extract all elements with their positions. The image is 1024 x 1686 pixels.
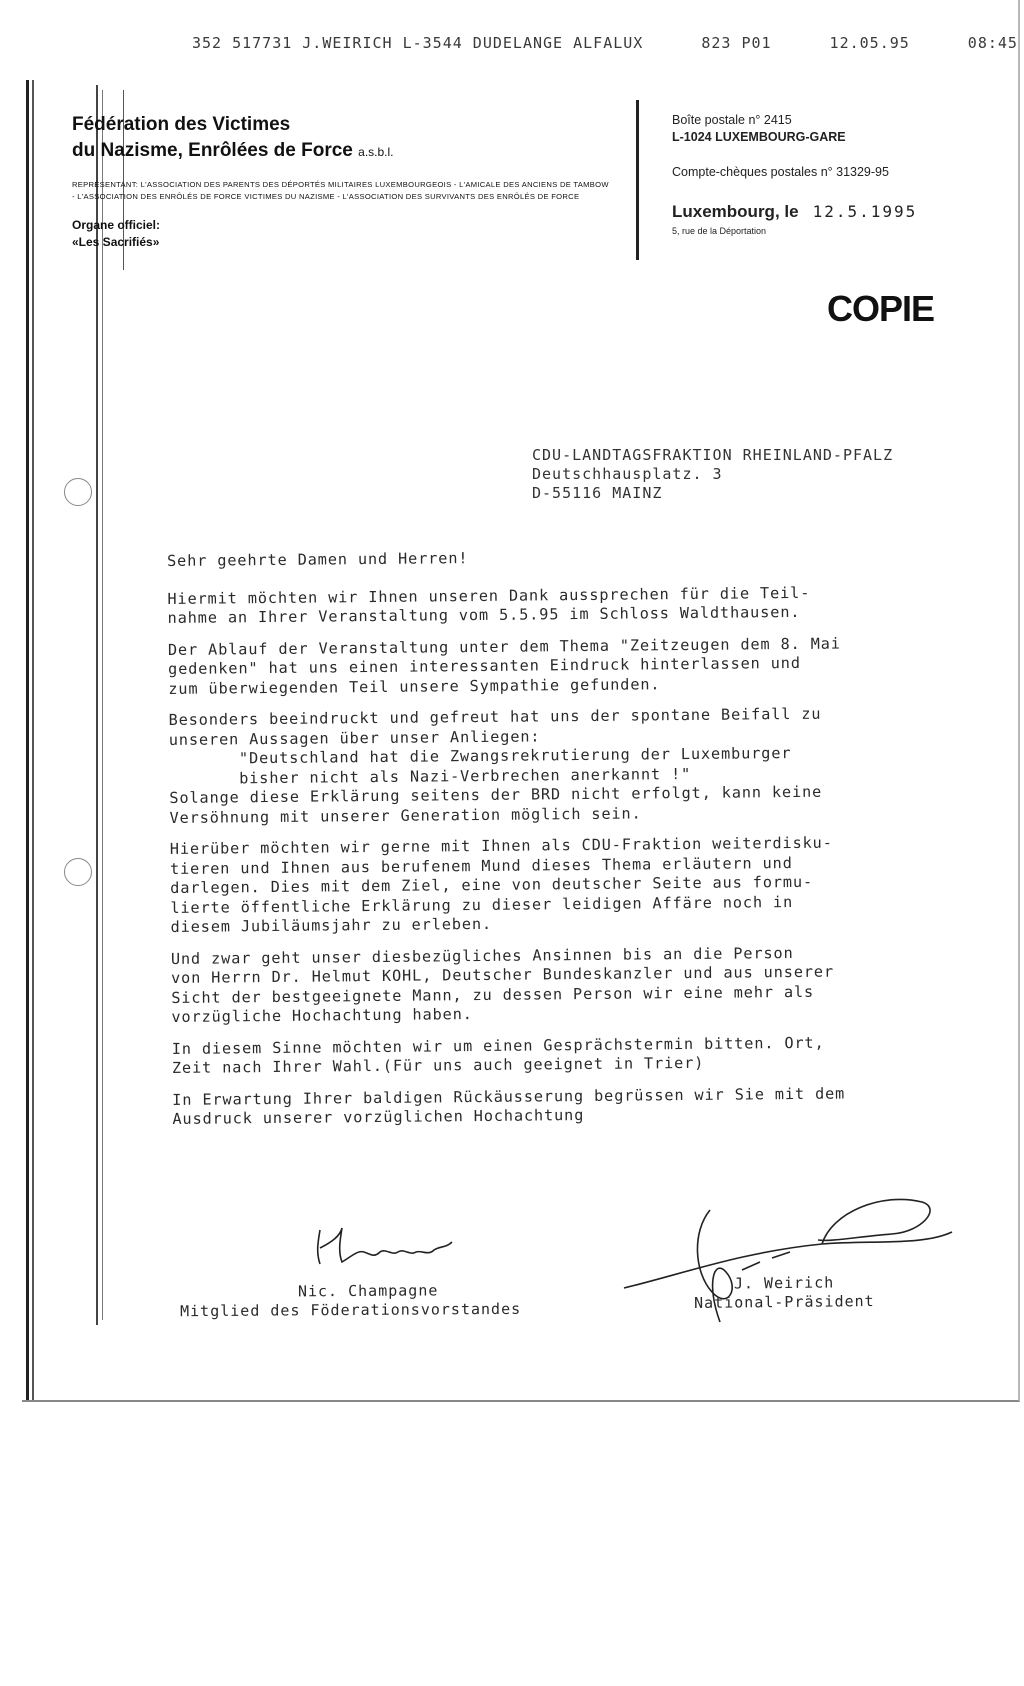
paragraph-appointment: In diesem Sinne möchten wir um einen Gesprächstermin bitten. Ort, Zeit nach Ihrer Wahl.(Für uns auch geeignet in Trier): [171, 1033, 825, 1077]
signer-left-title: Mitglied des Föderationsvorstandes: [180, 1299, 522, 1321]
paragraph-impressed: Besonders beeindruckt und gefreut hat uns der spontane Beifall zu unseren Aussagen über unser Anliegen:: [168, 704, 822, 749]
recipient-line1: CDU-LANDTAGSFRAKTION RHEINLAND-PFALZ: [532, 446, 894, 464]
paragraph-reconciliation: Solange diese Erklärung seitens der BRD nicht erfolgt, kann keine Versöhnung mit unserer Generation möglich sein.: [169, 782, 823, 827]
binder-edge-line: [102, 90, 103, 1320]
org-suffix: a.s.b.l.: [358, 145, 394, 159]
fax-time: 08:45: [967, 34, 1018, 52]
quote: "Deutschland hat die Zwangsrekrutierung der Luxemburger bisher nicht als Nazi-Verbrechen anerkannt !": [238, 744, 792, 787]
letterhead: [72, 112, 612, 251]
fax-number: 352: [192, 34, 223, 52]
signer-right-title: National-Präsident: [694, 1292, 875, 1312]
paragraph-event: Der Ablauf der Veranstaltung unter dem Thema "Zeitzeugen dem 8. Mai gedenken" hat uns einen interessanten Eindruck hinterlassen und zum überwiegenden Teil unsere Sympathie gefunden.: [167, 634, 841, 698]
fax-no: 517731: [232, 34, 293, 52]
paragraph-kohl: Und zwar geht unser diesbezügliches Ansinnen bis an die Person von Herrn Dr. Helmut KOHL, Deutscher Bundeskanzler und aus unserer Sicht der bestgeeignete Mann, zu dessen Person wir eine mehr als vorzügliche Hochachtung haben.: [170, 943, 835, 1026]
letter-body: [167, 544, 1020, 1142]
punch-hole: [64, 858, 92, 886]
salutation: Sehr geehrte Damen und Herren!: [167, 549, 469, 570]
recipient-line2: Deutschhausplatz. 3: [532, 465, 723, 483]
org-name-line1: Fédération des Victimes: [72, 114, 291, 135]
binder-edge-line: [96, 85, 98, 1325]
fax-transmission-header: [192, 34, 1020, 52]
organe-label: Organe officiel:: [72, 218, 161, 232]
signer-right-name: J. Weirich: [733, 1273, 835, 1293]
fax-sender: J.WEIRICH L-3544 DUDELANGE ALFALUX: [302, 34, 644, 52]
letter-date: 12.5.1995: [812, 202, 918, 221]
postal-city: L-1024 LUXEMBOURG-GARE: [672, 130, 846, 144]
signature-block-right: [694, 1273, 875, 1313]
organe-name: «Les Sacrifiés»: [72, 235, 160, 249]
recipient-line3: D-55116 MAINZ: [532, 484, 663, 502]
po-box: Boîte postale n° 2415: [672, 113, 792, 127]
punch-hole: [64, 478, 92, 506]
place-label: Luxembourg, le: [672, 202, 799, 221]
cheque-account: Compte-chèques postales n° 31329-95: [672, 165, 889, 179]
copie-stamp: COPIE: [827, 288, 935, 329]
paragraph-thanks: Hiermit möchten wir Ihnen unseren Dank aussprechen für die Teil- nahme an Ihrer Veranstaltung vom 5.5.95 im Schloss Waldthausen.: [167, 583, 811, 627]
fax-page: [22, 0, 1020, 1402]
binder-edge-line: [26, 80, 29, 1400]
recipient-address: [532, 446, 893, 503]
street-address: 5, rue de la Déportation: [672, 226, 767, 236]
representant-text: REPRÉSENTANT: L'ASSOCIATION DES PARENTS DES DÉPORTÉS MILITAIRES LUXEMBOURGEOIS - L'AMICALE DES ANCIENS DE TAMBOW - L'ASSOCIATION DES ENRÔLÉS DE FORCE VICTIMES DU NAZISME - L'ASSOCIATION DES SURVIVANTS DES ENRÔLÉS DE FORCE: [72, 180, 609, 201]
paragraph-discussion: Hierüber möchten wir gerne mit Ihnen als CDU-Fraktion weiterdisku- tieren und Ihnen aus berufenem Mund dieses Thema erläutern und darlegen. Dies mit dem Ziel, eine von deutscher Seite aus formu- lierte öffentliche Erklärung zu dieser leidigen Affäre noch in diesem Jubiläumsjahr zu erleben.: [169, 833, 833, 936]
header-divider: [636, 100, 639, 260]
signature-champagne: [312, 1222, 472, 1272]
signer-left-name: Nic. Champagne: [297, 1281, 439, 1301]
fax-code: 823 P01: [701, 34, 772, 52]
signature-block-left: [180, 1281, 521, 1321]
fax-date: 12.05.95: [829, 34, 910, 52]
paragraph-closing: In Erwartung Ihrer baldigen Rückäusserung begrüssen wir Sie mit dem Ausdruck unserer vorzüglichen Hochachtung: [172, 1084, 846, 1128]
sender-address-block: [672, 112, 917, 240]
org-name-line2: du Nazisme, Enrôlées de Force: [72, 140, 353, 161]
binder-edge-line: [32, 80, 34, 1400]
